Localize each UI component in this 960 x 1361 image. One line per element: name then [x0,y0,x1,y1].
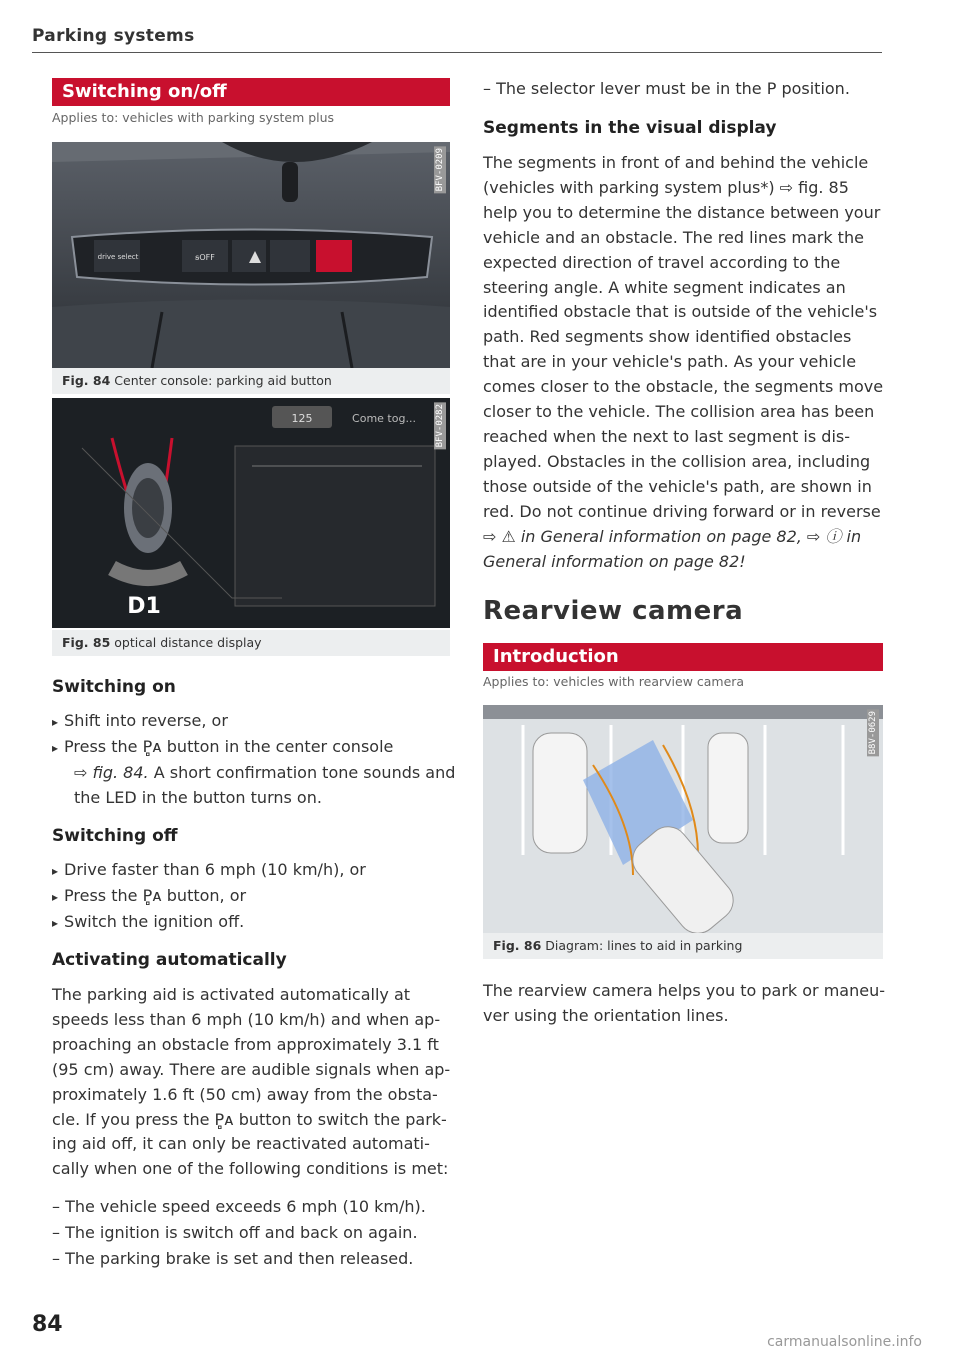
switching-on-off-bar: Switching on/off [52,78,450,106]
figure-86-parking-diagram [483,705,883,933]
segments-line: ⇨ ⚠ in General information on page 82, ⇨ ⓘ in [483,526,862,546]
condition-item: – The parking brake is set and then released. [52,1249,414,1268]
rearview-line: ver using the orientation lines. [483,1005,729,1025]
activating-line: speeds less than 6 mph (10 km/h) and when ap- [52,1009,441,1029]
activating-line: ing aid off, it can only be reactivated automati- [52,1134,430,1154]
switching-on-list [52,709,462,811]
fig84-number: Fig. 84 [62,373,111,388]
segments-line: comes closer to the obstacle, the segments move [483,377,884,397]
applies-to-rearview: Applies to: vehicles with rearview camera [483,674,745,689]
header-rule [32,52,882,53]
segments-line: played. Obstacles in the collision area, including [483,451,871,471]
switching-off-item-3: ▸ Switch the ignition off. [52,910,462,936]
segments-line: those outside of the vehicle's path, are shown in [483,476,872,496]
activating-line: (95 cm) away. There are audible signals when ap- [52,1059,451,1079]
fig84-code: BFV-0209 [435,148,445,192]
section-title: Parking systems [32,26,195,46]
page-number: 84 [32,1312,63,1337]
watermark: carmanualsonline.info [767,1334,922,1350]
segments-line: (vehicles with parking system plus*) ⇨ fig. 85 [483,177,849,197]
switching-on-item-2: ▸ Press the P̻ᴀ button in the center console [52,735,462,761]
switching-on-item-1: ▸ Shift into reverse, or [52,709,462,735]
applies-to-parking: Applies to: vehicles with parking system plus [52,110,335,125]
switching-on-item-2-rest: A short confirmation tone sounds and [153,762,456,782]
activating-heading: Activating automatically [52,950,287,970]
parking-diagram-illustration [483,705,883,933]
fig85-text: optical distance display [114,635,262,650]
segments-line: that are in your vehicle's path. As your vehicle [483,352,857,372]
switching-on-item-2-cont [52,761,462,786]
status-125: 125 [291,412,313,425]
distance-display-illustration [52,398,450,628]
switching-off-item-2: ▸ Press the P̻ᴀ button, or [52,884,462,910]
segments-heading: Segments in the visual display [483,118,777,138]
fig86-caption [483,933,883,959]
segments-paragraph [483,151,893,574]
activating-line: The parking aid is activated automatically at [52,985,411,1004]
fig86-code: B8V-0629 [868,711,878,755]
segments-line: The segments in front of and behind the vehicle [483,153,869,172]
condition-item: – The ignition is switch off and back on again. [52,1223,418,1242]
rearview-paragraph [483,979,893,1029]
segments-line: General information on page 82! [483,551,746,571]
switching-off-heading: Switching off [52,826,178,846]
fig85-number: Fig. 85 [62,635,111,650]
conditions-list [52,1194,462,1272]
introduction-bar: Introduction [483,643,883,671]
segments-line: vehicle and an obstacle. The red lines mark the [483,227,864,247]
activating-line: cle. If you press the P̻ᴀ button to switch the park- [52,1109,447,1129]
switching-on-heading: Switching on [52,677,176,697]
switching-on-item-2-end: the LED in the button turns on. [74,787,322,807]
rearview-line: The rearview camera helps you to park or maneu- [483,981,885,1000]
rearview-camera-heading: Rearview camera [483,596,744,626]
fig86-number: Fig. 86 [493,938,542,953]
gear-indicator: D1 [127,594,161,619]
fig86-text: Diagram: lines to aid in parking [545,938,743,953]
fig85-caption [52,630,450,656]
switching-off-item-1: ▸ Drive faster than 6 mph (10 km/h), or [52,858,462,884]
fig85-code: BFV-0282 [435,404,445,448]
segments-line: closer to the vehicle. The collision area has been [483,402,875,422]
activating-line: proximately 1.6 ft (50 cm) away from the obsta- [52,1084,438,1104]
segments-line: steering angle. A white segment indicates an [483,277,846,297]
status-come-together: Come tog... [352,412,416,425]
console-illustration [52,142,450,368]
segments-line: identified obstacle that is outside of the vehicle's [483,302,878,322]
activating-paragraph [52,983,462,1182]
activating-line: proaching an obstacle from approximately 3.1 ft [52,1034,439,1054]
condition-item-selector: – The selector lever must be in the P position. [483,79,850,98]
figure-84-console [52,142,450,368]
condition-item: – The vehicle speed exceeds 6 mph (10 km/h). [52,1197,426,1216]
segments-line: path. Red segments show identified obstacles [483,327,852,347]
fig84-text: Center console: parking aid button [114,373,332,388]
switching-off-list [52,858,462,936]
esc-off-label: ꞩOFF [195,253,215,262]
fig84-reference[interactable]: ⇨ fig. 84. [74,762,149,782]
fig84-caption [52,368,450,394]
segments-line: red. Do not continue driving forward or in reverse [483,501,881,521]
segments-line: reached when the next to last segment is dis- [483,426,851,446]
segments-line: help you to determine the distance between your [483,202,881,222]
segments-line: expected direction of travel according to the [483,252,841,272]
activating-line: cally when one of the following conditions is met: [52,1159,449,1179]
drive-select-label: drive select [97,253,139,261]
figure-85-distance-display [52,398,450,628]
